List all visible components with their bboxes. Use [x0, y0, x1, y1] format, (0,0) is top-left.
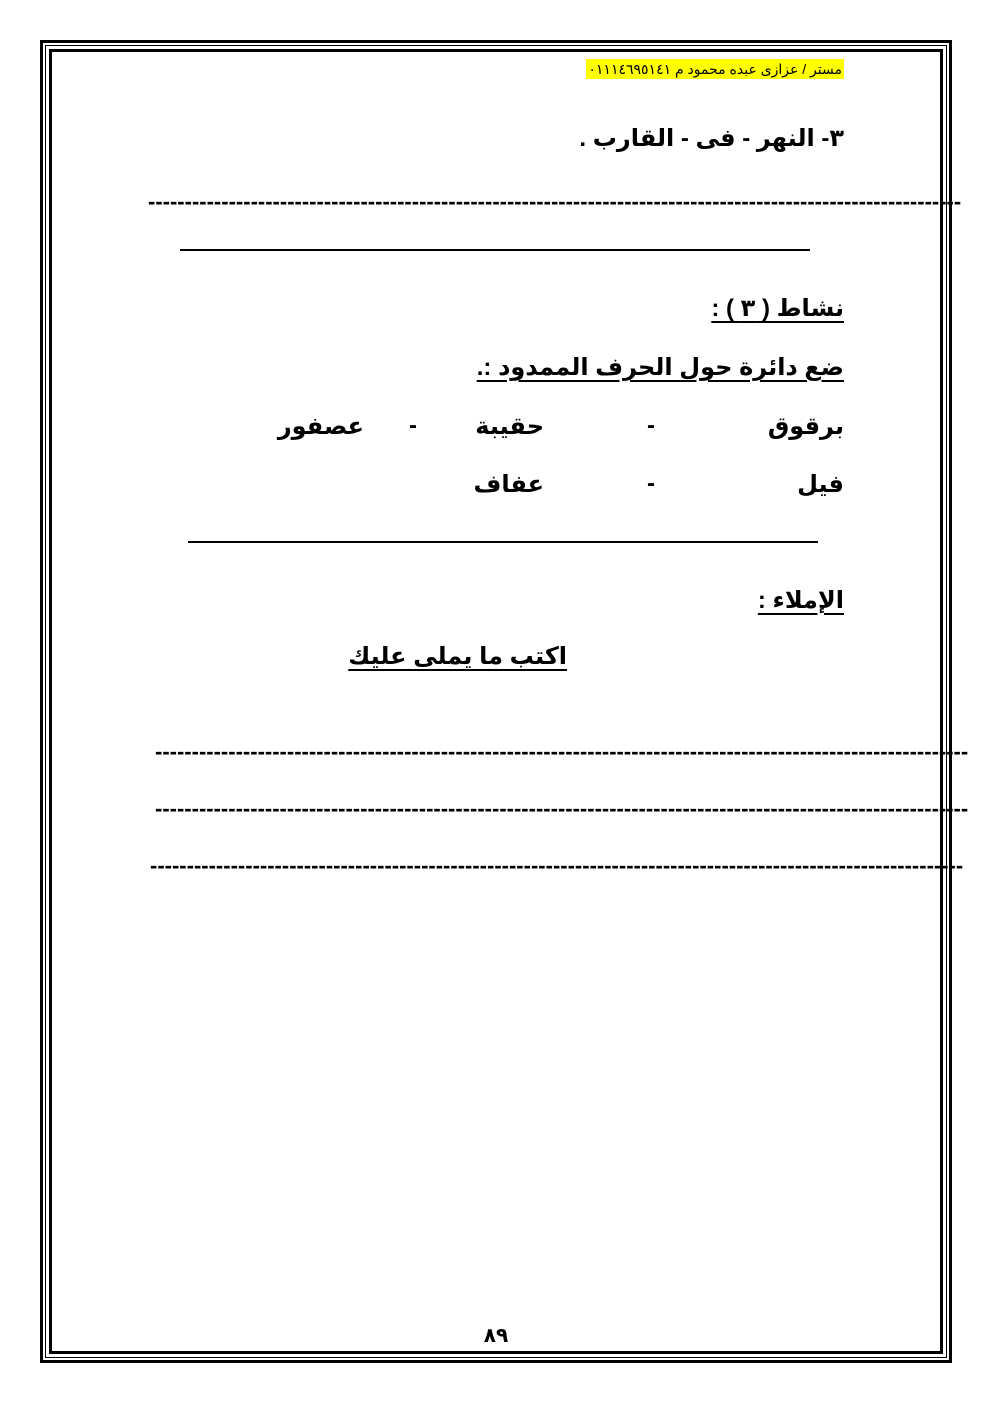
- activity-title: نشاط ( ٣ ) :: [711, 295, 844, 322]
- word-asfour: عصفور: [277, 413, 364, 440]
- page-border-inner: [49, 49, 969, 1354]
- answer-dash-line-1: ---------------------------------------------------------------------------------------------------------------: [148, 189, 962, 214]
- dictation-line-1: ---------------------------------------------------------------------------------------------------------------: [155, 739, 969, 764]
- dictation-line-3: ---------------------------------------------------------------------------------------------------------------: [150, 853, 964, 878]
- activity-instruction: ضع دائرة حول الحرف الممدود :.: [476, 354, 844, 381]
- word-separator: -: [647, 412, 655, 439]
- section-divider-2: [188, 541, 818, 543]
- word-afaf: عفاف: [473, 471, 544, 498]
- word-feel: فيل: [797, 471, 844, 498]
- word-separator: -: [409, 412, 417, 439]
- section-divider-1: [180, 249, 810, 251]
- word-separator: -: [647, 470, 655, 497]
- page-number: ٨٩: [483, 1325, 509, 1347]
- dictation-instruction: اكتب ما يملى عليك: [348, 643, 567, 670]
- teacher-contact-note: مستر / عزازى عبده محمود م ٠١١١٤٦٩٥١٤١: [588, 61, 842, 77]
- sentence-3-words: ٣- النهر - فى - القارب .: [579, 125, 844, 152]
- word-barqouq: برقوق: [767, 413, 844, 440]
- word-haqiba: حقيبة: [475, 413, 544, 440]
- dictation-line-2: ---------------------------------------------------------------------------------------------------------------: [155, 796, 969, 821]
- dictation-title: الإملاء :: [757, 587, 844, 614]
